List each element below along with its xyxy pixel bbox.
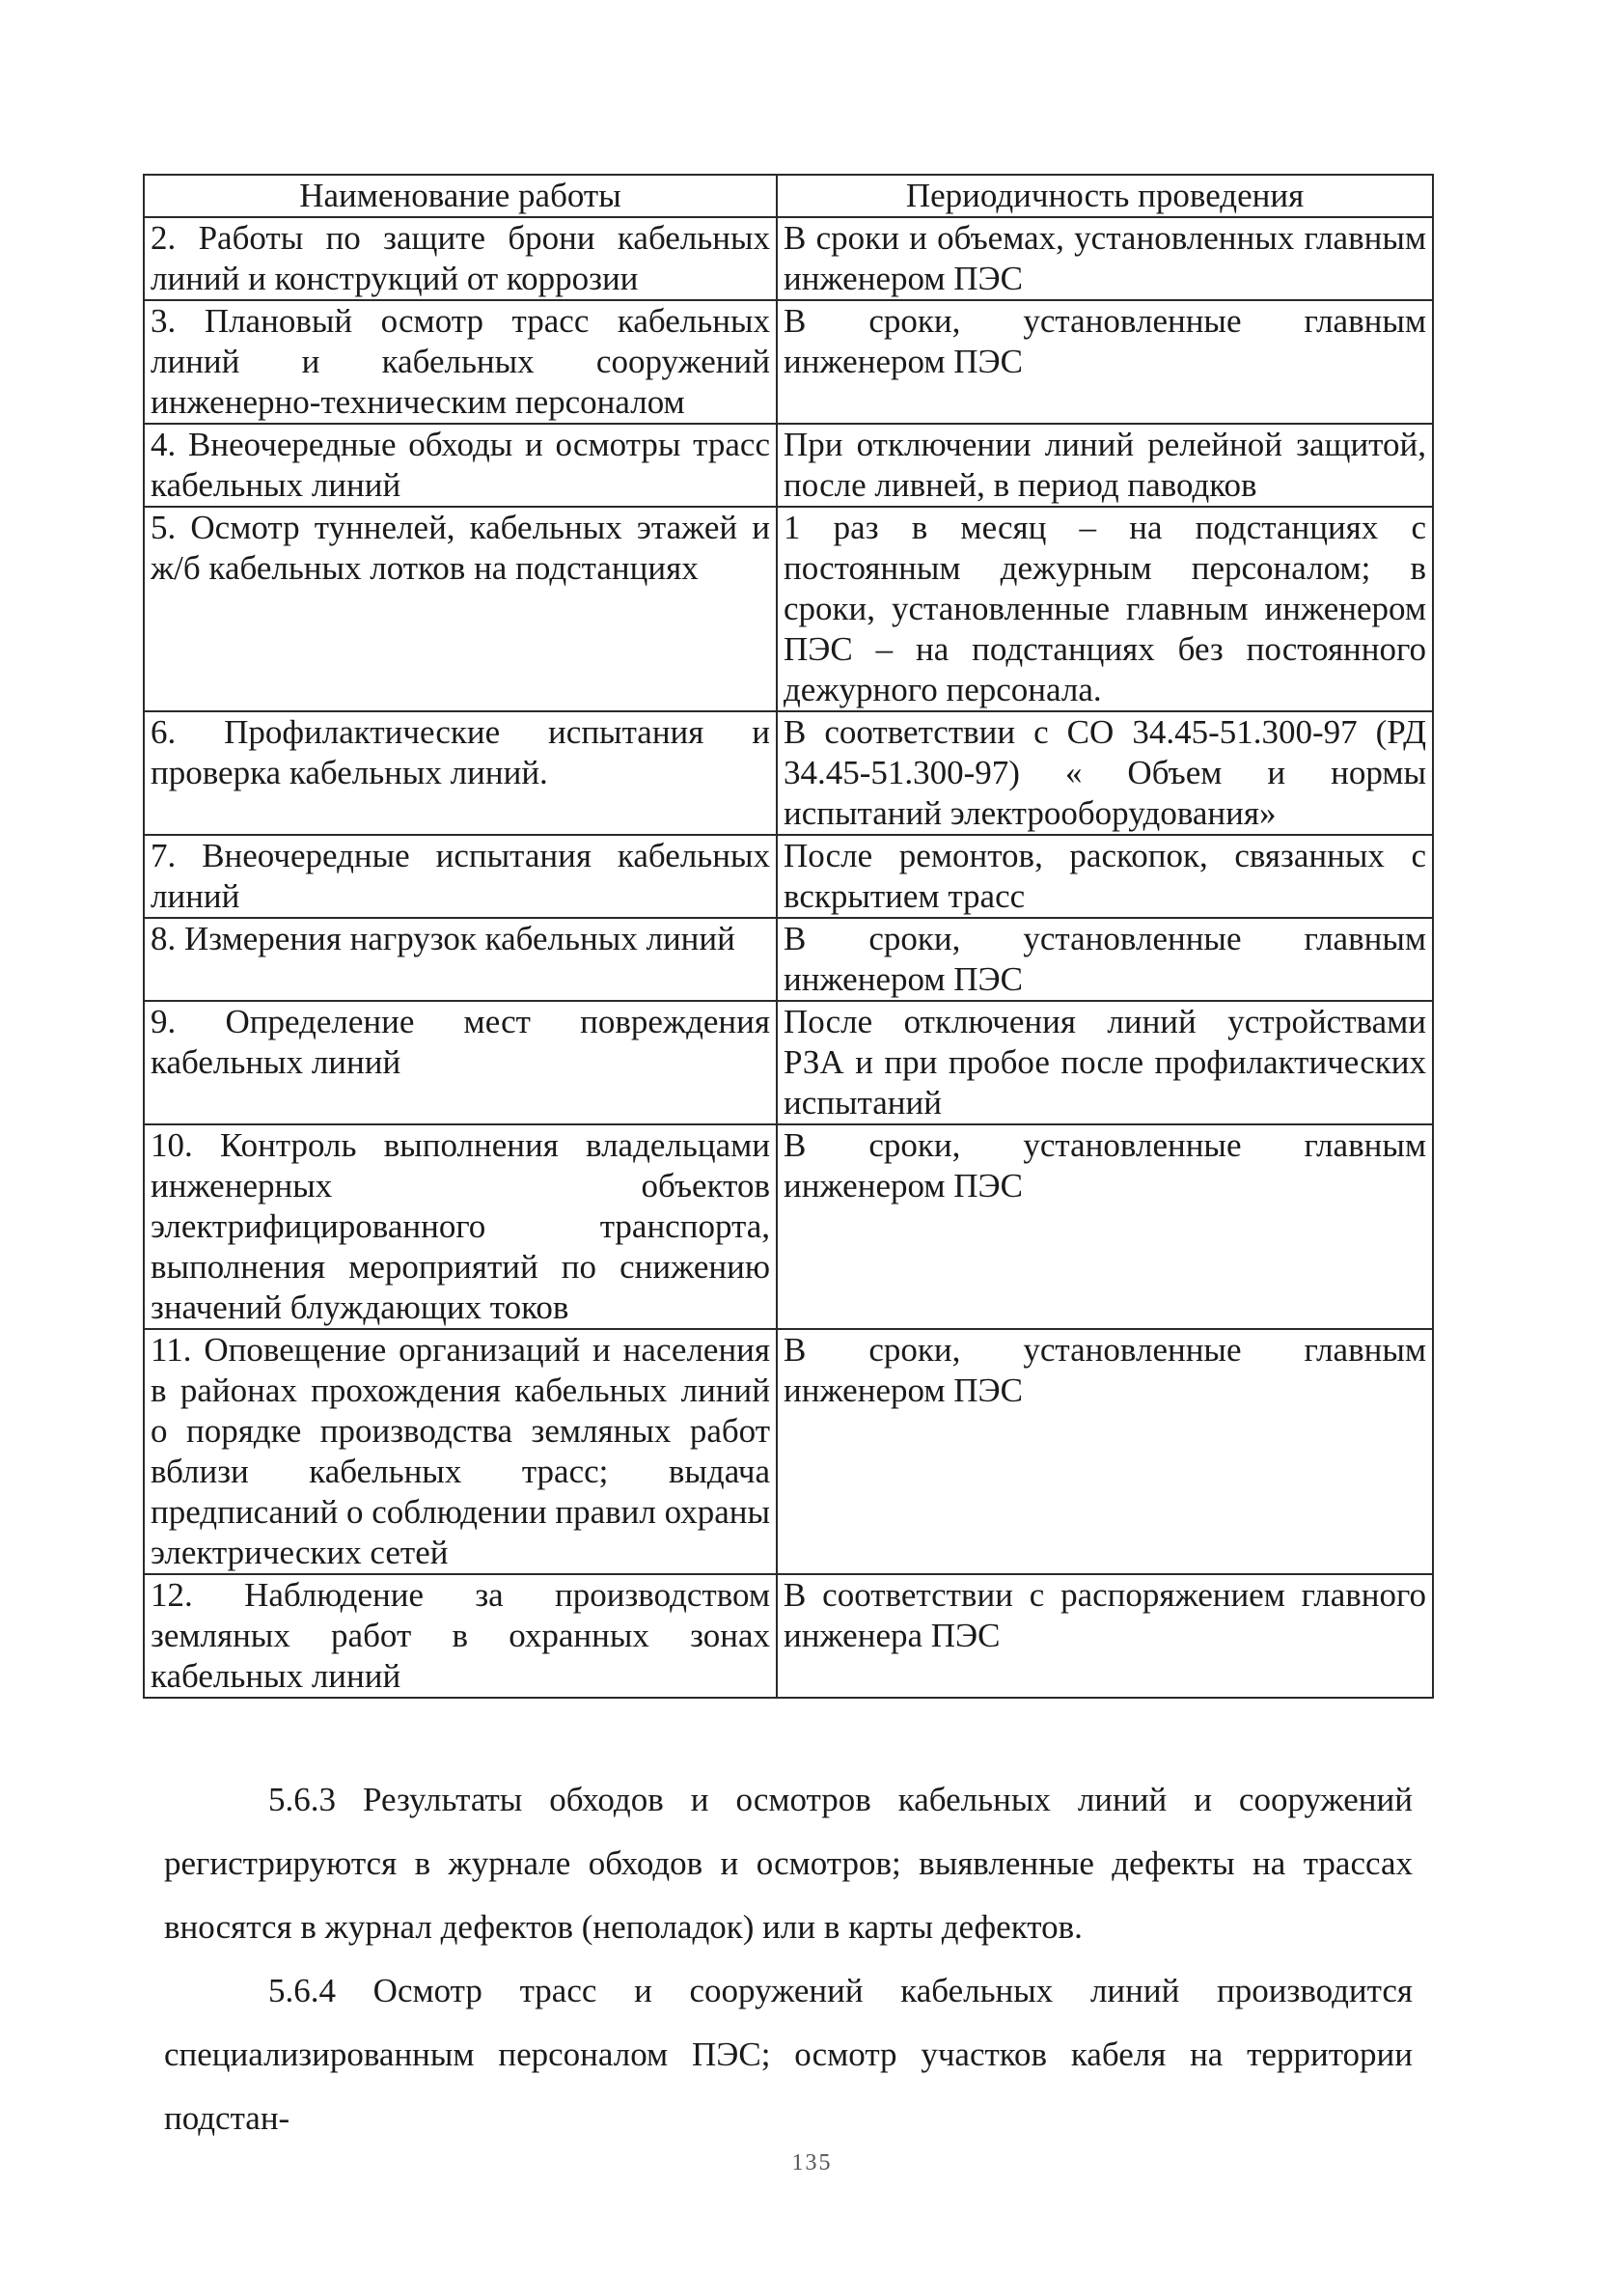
table-row xyxy=(144,424,1433,507)
work-name-cell: 2. Работы по защите брони кабельных линий и конструкций от коррозии xyxy=(144,217,777,300)
work-name-cell: 10. Контроль выполнения владельцами инженерных объектов электрифицированного транспорта, выполнения мероприятий по снижению значений блуждающих токов xyxy=(144,1124,777,1329)
work-name-cell: 11. Оповещение организаций и населения в районах прохождения кабельных линий о порядке производства земляных работ вблизи кабельных трасс; выдача предписаний о соблюдении правил охраны электрических сетей xyxy=(144,1329,777,1574)
table-row xyxy=(144,1001,1433,1124)
table-row xyxy=(144,711,1433,835)
table-row xyxy=(144,300,1433,424)
periodicity-cell: После ремонтов, раскопок, связанных с вскрытием трасс xyxy=(777,835,1433,918)
works-table xyxy=(143,174,1434,1699)
page-number: 135 xyxy=(791,2150,833,2175)
periodicity-cell: В сроки и объемах, установленных главным инженером ПЭС xyxy=(777,217,1433,300)
table-row xyxy=(144,835,1433,918)
work-name-cell: 9. Определение мест повреждения кабельных линий xyxy=(144,1001,777,1124)
work-name-cell: 12. Наблюдение за производством земляных работ в охранных зонах кабельных линий xyxy=(144,1574,777,1698)
paragraph-5-6-3: 5.6.3 Результаты обходов и осмотров кабельных линий и сооружений регистрируются в журнале обходов и осмотров; выявленные дефекты на трассах вносятся в журнал дефектов (неполадок) или в карты дефектов. xyxy=(164,1781,1413,1946)
periodicity-cell: В сроки, установленные главным инженером ПЭС xyxy=(777,1329,1433,1574)
header-periodicity: Периодичность проведения xyxy=(777,175,1433,217)
work-name-cell: 7. Внеочередные испытания кабельных линий xyxy=(144,835,777,918)
periodicity-cell: В соответствии с СО 34.45-51.300-97 (РД 34.45-51.300-97) « Объем и нормы испытаний электрооборудования» xyxy=(777,711,1433,835)
work-name-cell: 5. Осмотр туннелей, кабельных этажей и ж/б кабельных лотков на подстанциях xyxy=(144,507,777,711)
work-name-cell: 4. Внеочередные обходы и осмотры трасс кабельных линий xyxy=(144,424,777,507)
work-name-cell: 3. Плановый осмотр трасс кабельных линий и кабельных сооружений инженерно-техническим персоналом xyxy=(144,300,777,424)
periodicity-cell: В соответствии с распоряжением главного инженера ПЭС xyxy=(777,1574,1433,1698)
periodicity-cell: При отключении линий релейной защитой, после ливней, в период паводков xyxy=(777,424,1433,507)
table-row xyxy=(144,918,1433,1001)
periodicity-cell: В сроки, установленные главным инженером ПЭС xyxy=(777,300,1433,424)
work-name-cell: 6. Профилактические испытания и проверка кабельных линий. xyxy=(144,711,777,835)
table-row xyxy=(144,1329,1433,1574)
periodicity-cell: 1 раз в месяц – на подстанциях с постоянным дежурным персоналом; в сроки, установленные главным инженером ПЭС – на подстанциях без постоянного дежурного персонала. xyxy=(777,507,1433,711)
table-row xyxy=(144,1124,1433,1329)
table-header-row xyxy=(144,175,1433,217)
table-row xyxy=(144,507,1433,711)
table-row xyxy=(144,1574,1433,1698)
periodicity-cell: В сроки, установленные главным инженером ПЭС xyxy=(777,1124,1433,1329)
header-work-name: Наименование работы xyxy=(144,175,777,217)
paragraph-5-6-4: 5.6.4 Осмотр трасс и сооружений кабельных линий производится специализированным персоналом ПЭС; осмотр участков кабеля на территории подстан- xyxy=(164,1972,1413,2137)
work-name-cell: 8. Измерения нагрузок кабельных линий xyxy=(144,918,777,1001)
table-row xyxy=(144,217,1433,300)
periodicity-cell: После отключения линий устройствами РЗА и при пробое после профилактических испытаний xyxy=(777,1001,1433,1124)
periodicity-cell: В сроки, установленные главным инженером ПЭС xyxy=(777,918,1433,1001)
